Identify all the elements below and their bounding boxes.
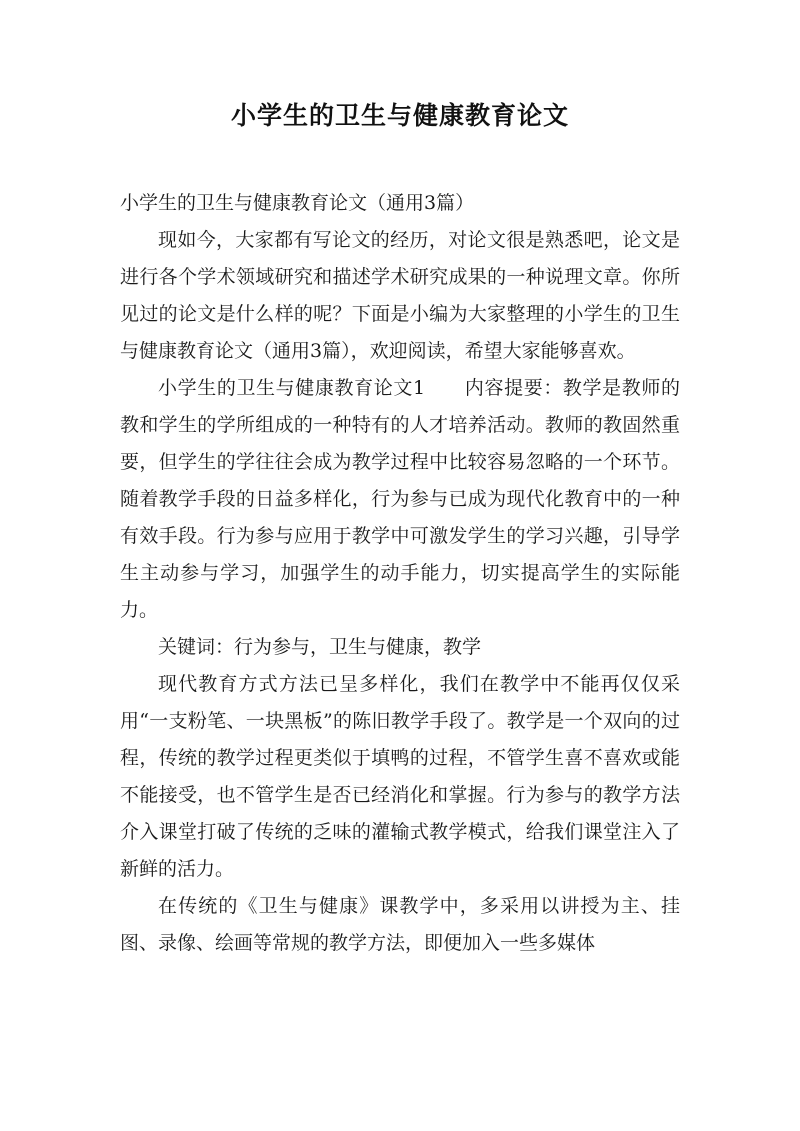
body-paragraph: 在传统的《卫生与健康》课教学中，多采用以讲授为主、挂图、录像、绘画等常规的教学方法，即便加入一些多媒体 <box>120 895 680 954</box>
keywords-paragraph: 关键词：行为参与，卫生与健康，教学 <box>158 636 482 658</box>
intro-paragraph: 现如今，大家都有写论文的经历，对论文很是熟悉吧，论文是进行各个学术领域研究和描述学术研究成果的一种说理文章。你所见过的论文是什么样的呢？下面是小编为大家整理的小学生的卫生与健康教育论文（通用3篇），欢迎阅读，希望大家能够喜欢。 <box>120 229 680 362</box>
abstract-paragraph: 小学生的卫生与健康教育论文1 内容提要：教学是教师的教和学生的学所组成的一种特有的人才培养活动。教师的教固然重要，但学生的学往往会成为教学过程中比较容易忽略的一个环节。随着教学手段的日益多样化，行为参与已成为现代化教育中的一种有效手段。行为参与应用于教学中可激发学生的学习兴趣，引导学生主动参与学习，加强学生的动手能力，切实提高学生的实际能力。 <box>120 377 680 621</box>
document-body <box>120 185 680 962</box>
document-title: 小学生的卫生与健康教育论文 <box>230 101 569 130</box>
subtitle-paragraph: 小学生的卫生与健康教育论文（通用3篇） <box>120 192 475 214</box>
body-paragraph: 现代教育方式方法已呈多样化，我们在教学中不能再仅仅采用“一支粉笔、一块黑板”的陈旧教学手段了。教学是一个双向的过程，传统的教学过程更类似于填鸭的过程，不管学生喜不喜欢或能不能接受，也不管学生是否已经消化和掌握。行为参与的教学方法介入课堂打破了传统的乏味的灌输式教学模式，给我们课堂注入了新鲜的活力。 <box>120 673 680 880</box>
